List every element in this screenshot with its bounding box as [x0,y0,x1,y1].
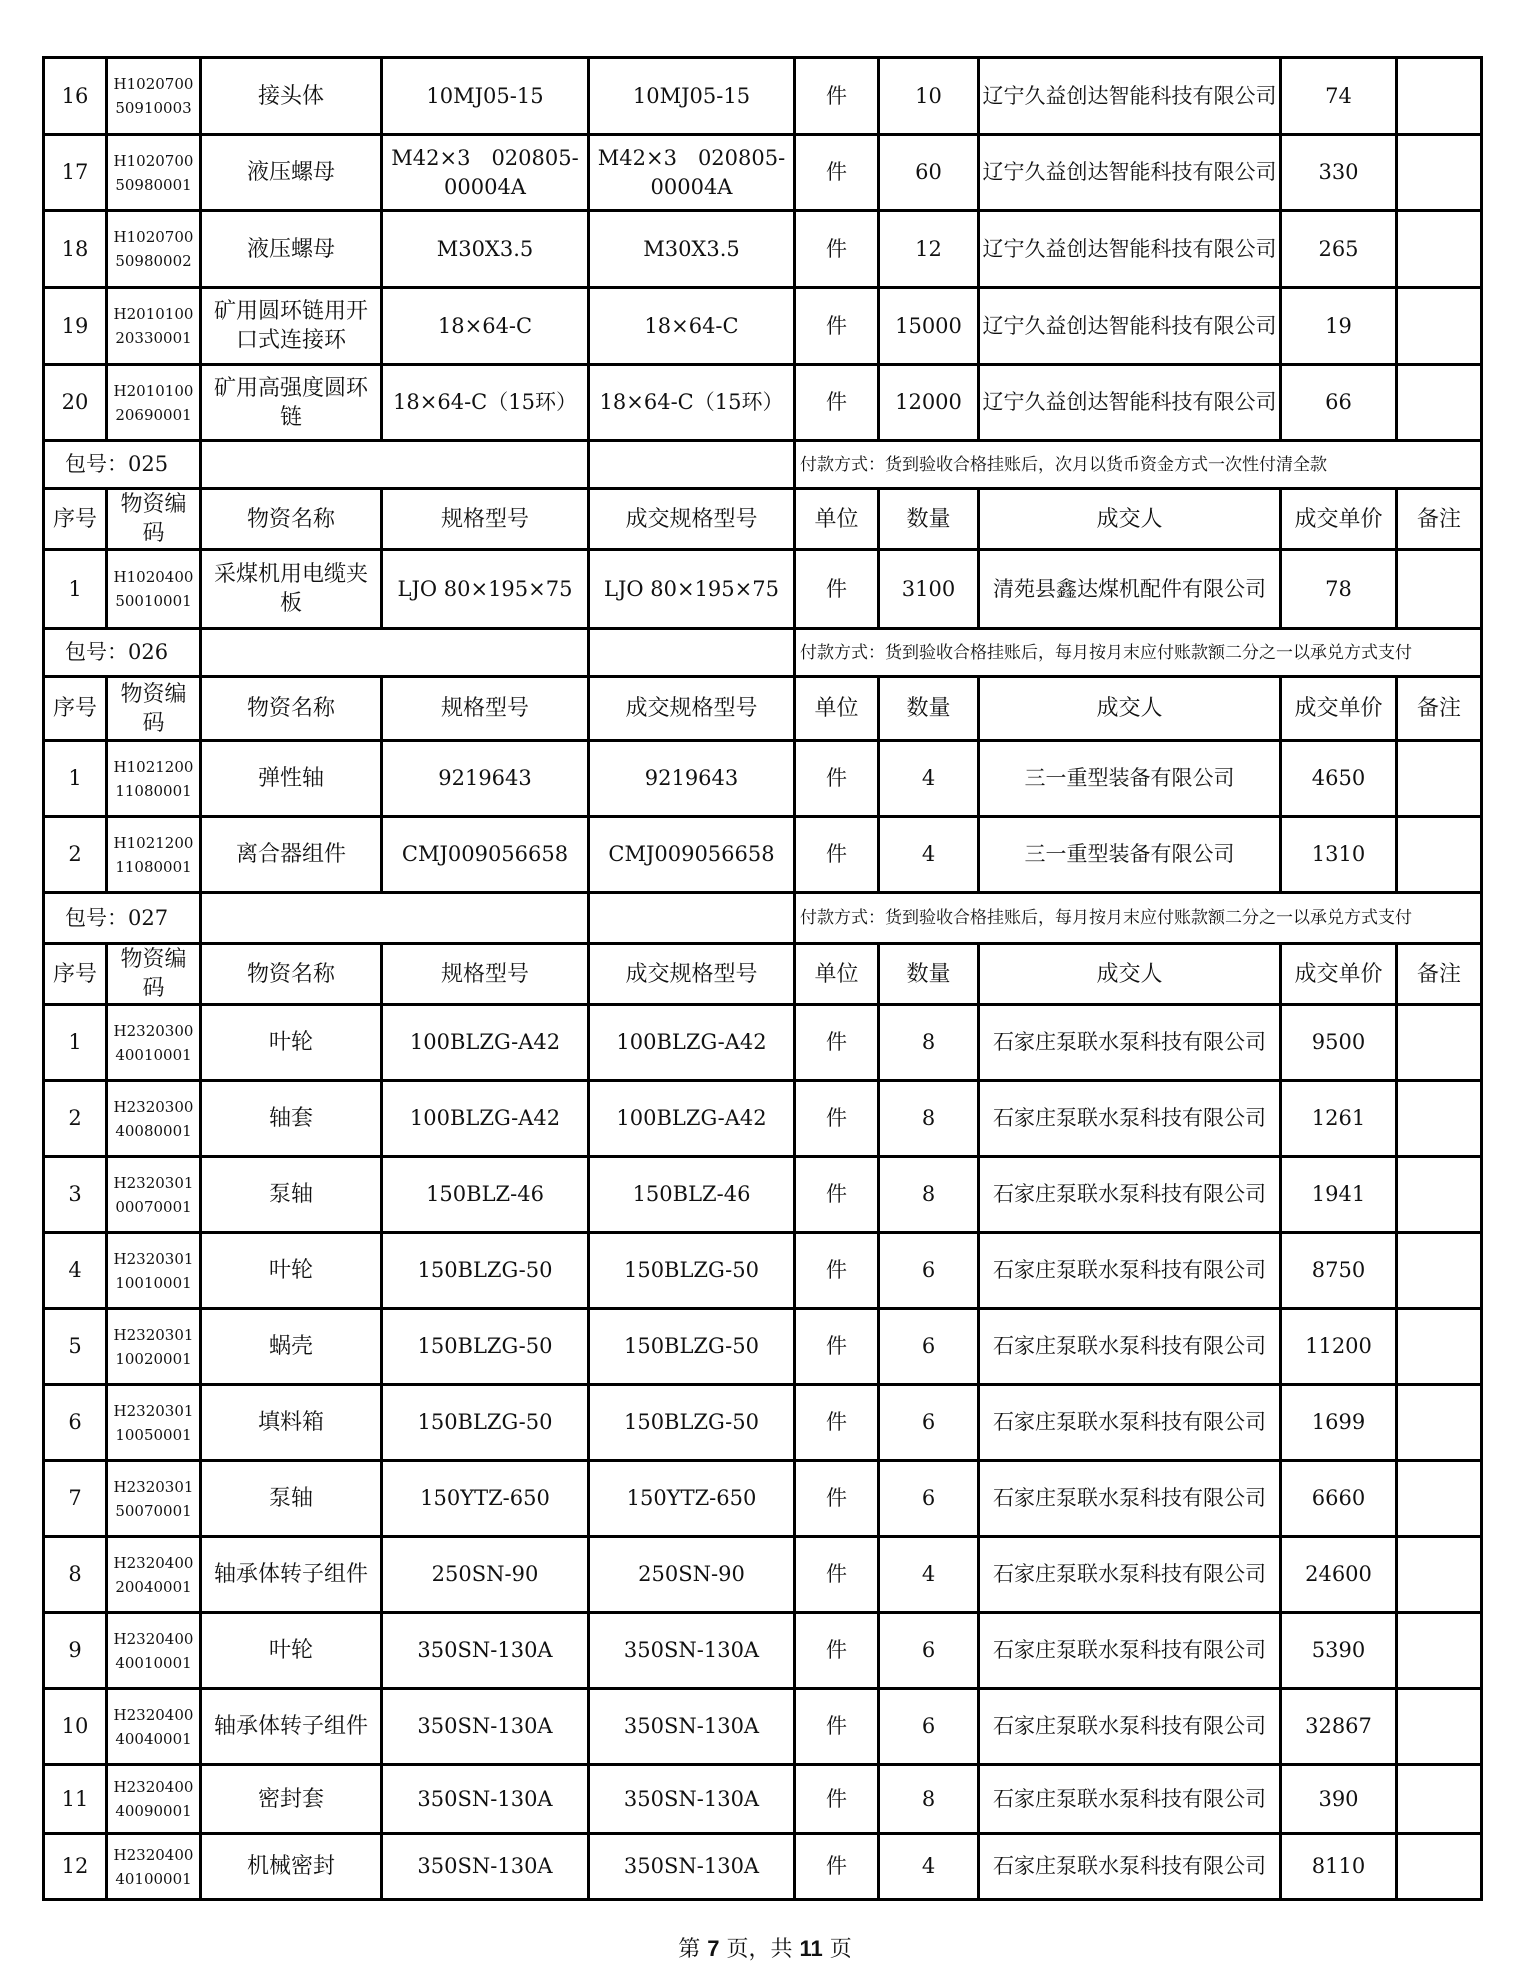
cell-deal-spec: M42×3 020805-00004A [589,135,795,211]
current-page: 7 [707,1936,720,1961]
table-row [44,58,1482,135]
page-footer [0,1932,1530,1963]
cell-unit-price: 5390 [1281,1613,1397,1689]
cell-material-code: H1020700 50980002 [107,211,201,288]
cell-deal-spec: 18×64-C [589,288,795,365]
cell-unit-price: 4650 [1281,741,1397,817]
cell-material-code: H2010100 20690001 [107,365,201,441]
cell-winner: 石家庄泵联水泵科技有限公司 [979,1613,1281,1689]
cell-remark [1397,550,1482,629]
cell-winner: 辽宁久益创达智能科技有限公司 [979,58,1281,135]
footer-prefix: 第 [678,1937,701,1962]
cell-winner: 石家庄泵联水泵科技有限公司 [979,1081,1281,1157]
cell-deal-spec: 150YTZ-650 [589,1461,795,1537]
cell-remark [1397,135,1482,211]
cell-unit-price: 66 [1281,365,1397,441]
cell-material-code: H2320400 40090001 [107,1765,201,1834]
cell-spec: CMJ009056658 [382,817,589,893]
cell-unit: 件 [795,1765,879,1834]
cell-unit-price: 9500 [1281,1005,1397,1081]
cell-unit-price: 265 [1281,211,1397,288]
cell-spec: 350SN-130A [382,1765,589,1834]
cell-winner: 石家庄泵联水泵科技有限公司 [979,1233,1281,1309]
cell-material-name: 液压螺母 [201,135,382,211]
cell-material-code: H2320301 00070001 [107,1157,201,1233]
cell-deal-spec: 150BLZG-50 [589,1385,795,1461]
cell-material-name: 轴承体转子组件 [201,1537,382,1613]
cell-deal-spec: M30X3.5 [589,211,795,288]
package-row [44,629,1482,677]
cell-material-code: H2320400 40040001 [107,1689,201,1765]
cell-winner: 三一重型装备有限公司 [979,817,1281,893]
cell-material-code: H2320400 20040001 [107,1537,201,1613]
cell-winner: 清苑县鑫达煤机配件有限公司 [979,550,1281,629]
header-quantity: 数量 [879,489,979,550]
cell-quantity: 6 [879,1461,979,1537]
cell-material-name: 填料箱 [201,1385,382,1461]
cell-remark [1397,58,1482,135]
header-material-code: 物资编码 [107,944,201,1005]
cell-unit: 件 [795,550,879,629]
header-material-code: 物资编码 [107,489,201,550]
cell-unit-price: 1699 [1281,1385,1397,1461]
cell-unit: 件 [795,1834,879,1900]
table-row [44,1689,1482,1765]
cell-unit-price: 1310 [1281,817,1397,893]
header-remark: 备注 [1397,489,1482,550]
cell-remark [1397,211,1482,288]
cell-quantity: 60 [879,135,979,211]
table-row [44,1157,1482,1233]
cell-spec: 150BLZG-50 [382,1385,589,1461]
cell-spec: 250SN-90 [382,1537,589,1613]
cell-unit-price: 24600 [1281,1537,1397,1613]
cell-material-code: H2320301 10020001 [107,1309,201,1385]
cell-deal-spec: LJO 80×195×75 [589,550,795,629]
cell-remark [1397,1081,1482,1157]
cell-material-code: H2320301 10010001 [107,1233,201,1309]
cell-quantity: 12000 [879,365,979,441]
cell-spec: 9219643 [382,741,589,817]
table-row [44,817,1482,893]
header-unit: 单位 [795,489,879,550]
cell-winner: 石家庄泵联水泵科技有限公司 [979,1385,1281,1461]
cell-deal-spec: 350SN-130A [589,1834,795,1900]
header-deal-spec: 成交规格型号 [589,677,795,741]
cell-material-name: 接头体 [201,58,382,135]
header-spec: 规格型号 [382,489,589,550]
cell-unit: 件 [795,817,879,893]
table-row [44,741,1482,817]
cell-quantity: 15000 [879,288,979,365]
cell-material-name: 泵轴 [201,1157,382,1233]
cell-spec: 10MJ05-15 [382,58,589,135]
cell-unit: 件 [795,1005,879,1081]
cell-seq: 11 [44,1765,107,1834]
cell-material-code: H2320300 40010001 [107,1005,201,1081]
table-row [44,365,1482,441]
empty-cell [201,893,589,944]
cell-material-code: H1021200 11080001 [107,817,201,893]
table-row [44,1765,1482,1834]
cell-spec: 100BLZG-A42 [382,1081,589,1157]
cell-seq: 12 [44,1834,107,1900]
cell-remark [1397,288,1482,365]
cell-quantity: 12 [879,211,979,288]
cell-material-name: 采煤机用电缆夹板 [201,550,382,629]
cell-quantity: 6 [879,1309,979,1385]
cell-deal-spec: CMJ009056658 [589,817,795,893]
cell-unit: 件 [795,1157,879,1233]
cell-quantity: 10 [879,58,979,135]
cell-deal-spec: 150BLZG-50 [589,1309,795,1385]
table-row [44,1233,1482,1309]
cell-remark [1397,1537,1482,1613]
cell-deal-spec: 10MJ05-15 [589,58,795,135]
cell-unit-price: 74 [1281,58,1397,135]
table-row [44,550,1482,629]
header-quantity: 数量 [879,944,979,1005]
cell-seq: 4 [44,1233,107,1309]
cell-unit-price: 32867 [1281,1689,1397,1765]
cell-unit-price: 390 [1281,1765,1397,1834]
cell-material-name: 轴套 [201,1081,382,1157]
cell-winner: 辽宁久益创达智能科技有限公司 [979,365,1281,441]
cell-winner: 石家庄泵联水泵科技有限公司 [979,1834,1281,1900]
cell-material-name: 泵轴 [201,1461,382,1537]
header-material-name: 物资名称 [201,489,382,550]
table-row [44,1834,1482,1900]
header-unit: 单位 [795,677,879,741]
cell-spec: 100BLZG-A42 [382,1005,589,1081]
cell-quantity: 6 [879,1613,979,1689]
header-unit-price: 成交单价 [1281,677,1397,741]
cell-seq: 5 [44,1309,107,1385]
cell-quantity: 4 [879,817,979,893]
cell-unit: 件 [795,211,879,288]
cell-material-name: 机械密封 [201,1834,382,1900]
package-number: 包号：027 [44,893,201,944]
cell-winner: 辽宁久益创达智能科技有限公司 [979,288,1281,365]
header-winner: 成交人 [979,677,1281,741]
package-row [44,893,1482,944]
cell-quantity: 4 [879,741,979,817]
cell-material-name: 液压螺母 [201,211,382,288]
header-row [44,944,1482,1005]
header-row [44,489,1482,550]
cell-material-name: 蜗壳 [201,1309,382,1385]
cell-material-code: H1020700 50910003 [107,58,201,135]
header-winner: 成交人 [979,489,1281,550]
header-quantity: 数量 [879,677,979,741]
cell-remark [1397,741,1482,817]
cell-spec: LJO 80×195×75 [382,550,589,629]
header-unit-price: 成交单价 [1281,944,1397,1005]
cell-deal-spec: 350SN-130A [589,1765,795,1834]
cell-quantity: 4 [879,1537,979,1613]
cell-seq: 8 [44,1537,107,1613]
cell-unit-price: 78 [1281,550,1397,629]
cell-seq: 7 [44,1461,107,1537]
cell-winner: 辽宁久益创达智能科技有限公司 [979,211,1281,288]
cell-material-code: H2320400 40100001 [107,1834,201,1900]
empty-cell [589,441,795,489]
cell-spec: M30X3.5 [382,211,589,288]
cell-unit-price: 8750 [1281,1233,1397,1309]
table-row [44,1537,1482,1613]
footer-suffix: 页 [829,1937,852,1962]
cell-unit-price: 8110 [1281,1834,1397,1900]
empty-cell [589,629,795,677]
header-deal-spec: 成交规格型号 [589,944,795,1005]
cell-remark [1397,1157,1482,1233]
cell-material-name: 叶轮 [201,1005,382,1081]
header-seq: 序号 [44,489,107,550]
cell-spec: M42×3 020805-00004A [382,135,589,211]
header-material-code: 物资编码 [107,677,201,741]
cell-spec: 150BLZG-50 [382,1233,589,1309]
cell-quantity: 8 [879,1765,979,1834]
cell-remark [1397,1834,1482,1900]
total-pages: 11 [799,1936,823,1961]
header-spec: 规格型号 [382,944,589,1005]
cell-remark [1397,817,1482,893]
cell-winner: 辽宁久益创达智能科技有限公司 [979,135,1281,211]
cell-unit-price: 19 [1281,288,1397,365]
cell-unit: 件 [795,1233,879,1309]
cell-remark [1397,1309,1482,1385]
cell-seq: 3 [44,1157,107,1233]
footer-middle: 页，共 [726,1937,793,1962]
cell-material-name: 密封套 [201,1765,382,1834]
empty-cell [201,441,589,489]
cell-winner: 石家庄泵联水泵科技有限公司 [979,1157,1281,1233]
cell-material-code: H2320301 50070001 [107,1461,201,1537]
cell-spec: 350SN-130A [382,1834,589,1900]
cell-deal-spec: 9219643 [589,741,795,817]
cell-material-name: 离合器组件 [201,817,382,893]
cell-material-name: 矿用高强度圆环链 [201,365,382,441]
cell-deal-spec: 18×64-C（15环） [589,365,795,441]
cell-remark [1397,1233,1482,1309]
cell-deal-spec: 100BLZG-A42 [589,1005,795,1081]
cell-unit: 件 [795,58,879,135]
cell-spec: 150BLZG-50 [382,1309,589,1385]
table-row [44,135,1482,211]
cell-winner: 石家庄泵联水泵科技有限公司 [979,1005,1281,1081]
table-row [44,1613,1482,1689]
cell-seq: 6 [44,1385,107,1461]
cell-deal-spec: 250SN-90 [589,1537,795,1613]
cell-remark [1397,365,1482,441]
cell-seq: 10 [44,1689,107,1765]
cell-spec: 18×64-C [382,288,589,365]
cell-seq: 1 [44,1005,107,1081]
cell-seq: 19 [44,288,107,365]
table-row [44,1081,1482,1157]
empty-cell [201,629,589,677]
header-unit-price: 成交单价 [1281,489,1397,550]
cell-material-name: 矿用圆环链用开口式连接环 [201,288,382,365]
payment-terms: 付款方式：货到验收合格挂账后，次月以货币资金方式一次性付清全款 [795,441,1482,489]
cell-quantity: 8 [879,1005,979,1081]
cell-spec: 350SN-130A [382,1613,589,1689]
cell-deal-spec: 100BLZG-A42 [589,1081,795,1157]
cell-unit: 件 [795,1081,879,1157]
header-remark: 备注 [1397,944,1482,1005]
cell-unit: 件 [795,1461,879,1537]
cell-seq: 1 [44,550,107,629]
header-winner: 成交人 [979,944,1281,1005]
cell-winner: 石家庄泵联水泵科技有限公司 [979,1537,1281,1613]
cell-seq: 20 [44,365,107,441]
cell-unit-price: 6660 [1281,1461,1397,1537]
payment-terms: 付款方式：货到验收合格挂账后，每月按月末应付账款额二分之一以承兑方式支付 [795,629,1482,677]
cell-unit: 件 [795,1385,879,1461]
header-material-name: 物资名称 [201,677,382,741]
cell-unit-price: 11200 [1281,1309,1397,1385]
cell-material-name: 轴承体转子组件 [201,1689,382,1765]
cell-quantity: 6 [879,1233,979,1309]
cell-seq: 2 [44,1081,107,1157]
cell-unit: 件 [795,135,879,211]
cell-spec: 150BLZ-46 [382,1157,589,1233]
cell-quantity: 6 [879,1689,979,1765]
cell-material-code: H1020400 50010001 [107,550,201,629]
cell-spec: 350SN-130A [382,1689,589,1765]
header-material-name: 物资名称 [201,944,382,1005]
cell-quantity: 4 [879,1834,979,1900]
cell-deal-spec: 150BLZG-50 [589,1233,795,1309]
cell-deal-spec: 350SN-130A [589,1613,795,1689]
empty-cell [589,893,795,944]
cell-remark [1397,1613,1482,1689]
cell-seq: 1 [44,741,107,817]
table-row [44,1461,1482,1537]
cell-material-name: 弹性轴 [201,741,382,817]
payment-terms: 付款方式：货到验收合格挂账后，每月按月末应付账款额二分之一以承兑方式支付 [795,893,1482,944]
cell-unit: 件 [795,1309,879,1385]
cell-material-code: H2320400 40010001 [107,1613,201,1689]
header-seq: 序号 [44,677,107,741]
cell-spec: 18×64-C（15环） [382,365,589,441]
cell-unit-price: 1941 [1281,1157,1397,1233]
table-row [44,1385,1482,1461]
header-row [44,677,1482,741]
table-row [44,1309,1482,1385]
cell-material-code: H1020700 50980001 [107,135,201,211]
table-row [44,1005,1482,1081]
cell-winner: 石家庄泵联水泵科技有限公司 [979,1765,1281,1834]
cell-remark [1397,1689,1482,1765]
table-row [44,211,1482,288]
cell-unit: 件 [795,741,879,817]
cell-winner: 石家庄泵联水泵科技有限公司 [979,1689,1281,1765]
cell-remark [1397,1765,1482,1834]
cell-winner: 三一重型装备有限公司 [979,741,1281,817]
cell-material-code: H2320300 40080001 [107,1081,201,1157]
cell-deal-spec: 350SN-130A [589,1689,795,1765]
cell-seq: 16 [44,58,107,135]
header-seq: 序号 [44,944,107,1005]
cell-quantity: 3100 [879,550,979,629]
cell-material-code: H2010100 20330001 [107,288,201,365]
package-number: 包号：025 [44,441,201,489]
cell-unit: 件 [795,1613,879,1689]
cell-winner: 石家庄泵联水泵科技有限公司 [979,1309,1281,1385]
header-spec: 规格型号 [382,677,589,741]
cell-unit: 件 [795,1537,879,1613]
cell-remark [1397,1461,1482,1537]
cell-remark [1397,1385,1482,1461]
cell-material-name: 叶轮 [201,1613,382,1689]
cell-remark [1397,1005,1482,1081]
header-remark: 备注 [1397,677,1482,741]
cell-seq: 18 [44,211,107,288]
procurement-results-table [42,56,1483,1901]
cell-seq: 2 [44,817,107,893]
cell-quantity: 6 [879,1385,979,1461]
cell-material-code: H2320301 10050001 [107,1385,201,1461]
package-number: 包号：026 [44,629,201,677]
header-deal-spec: 成交规格型号 [589,489,795,550]
cell-quantity: 8 [879,1081,979,1157]
cell-unit: 件 [795,288,879,365]
header-unit: 单位 [795,944,879,1005]
cell-unit: 件 [795,1689,879,1765]
table-row [44,288,1482,365]
cell-seq: 9 [44,1613,107,1689]
cell-seq: 17 [44,135,107,211]
cell-spec: 150YTZ-650 [382,1461,589,1537]
cell-unit-price: 1261 [1281,1081,1397,1157]
package-row [44,441,1482,489]
cell-unit: 件 [795,365,879,441]
cell-deal-spec: 150BLZ-46 [589,1157,795,1233]
cell-material-code: H1021200 11080001 [107,741,201,817]
cell-winner: 石家庄泵联水泵科技有限公司 [979,1461,1281,1537]
cell-unit-price: 330 [1281,135,1397,211]
cell-material-name: 叶轮 [201,1233,382,1309]
cell-quantity: 8 [879,1157,979,1233]
